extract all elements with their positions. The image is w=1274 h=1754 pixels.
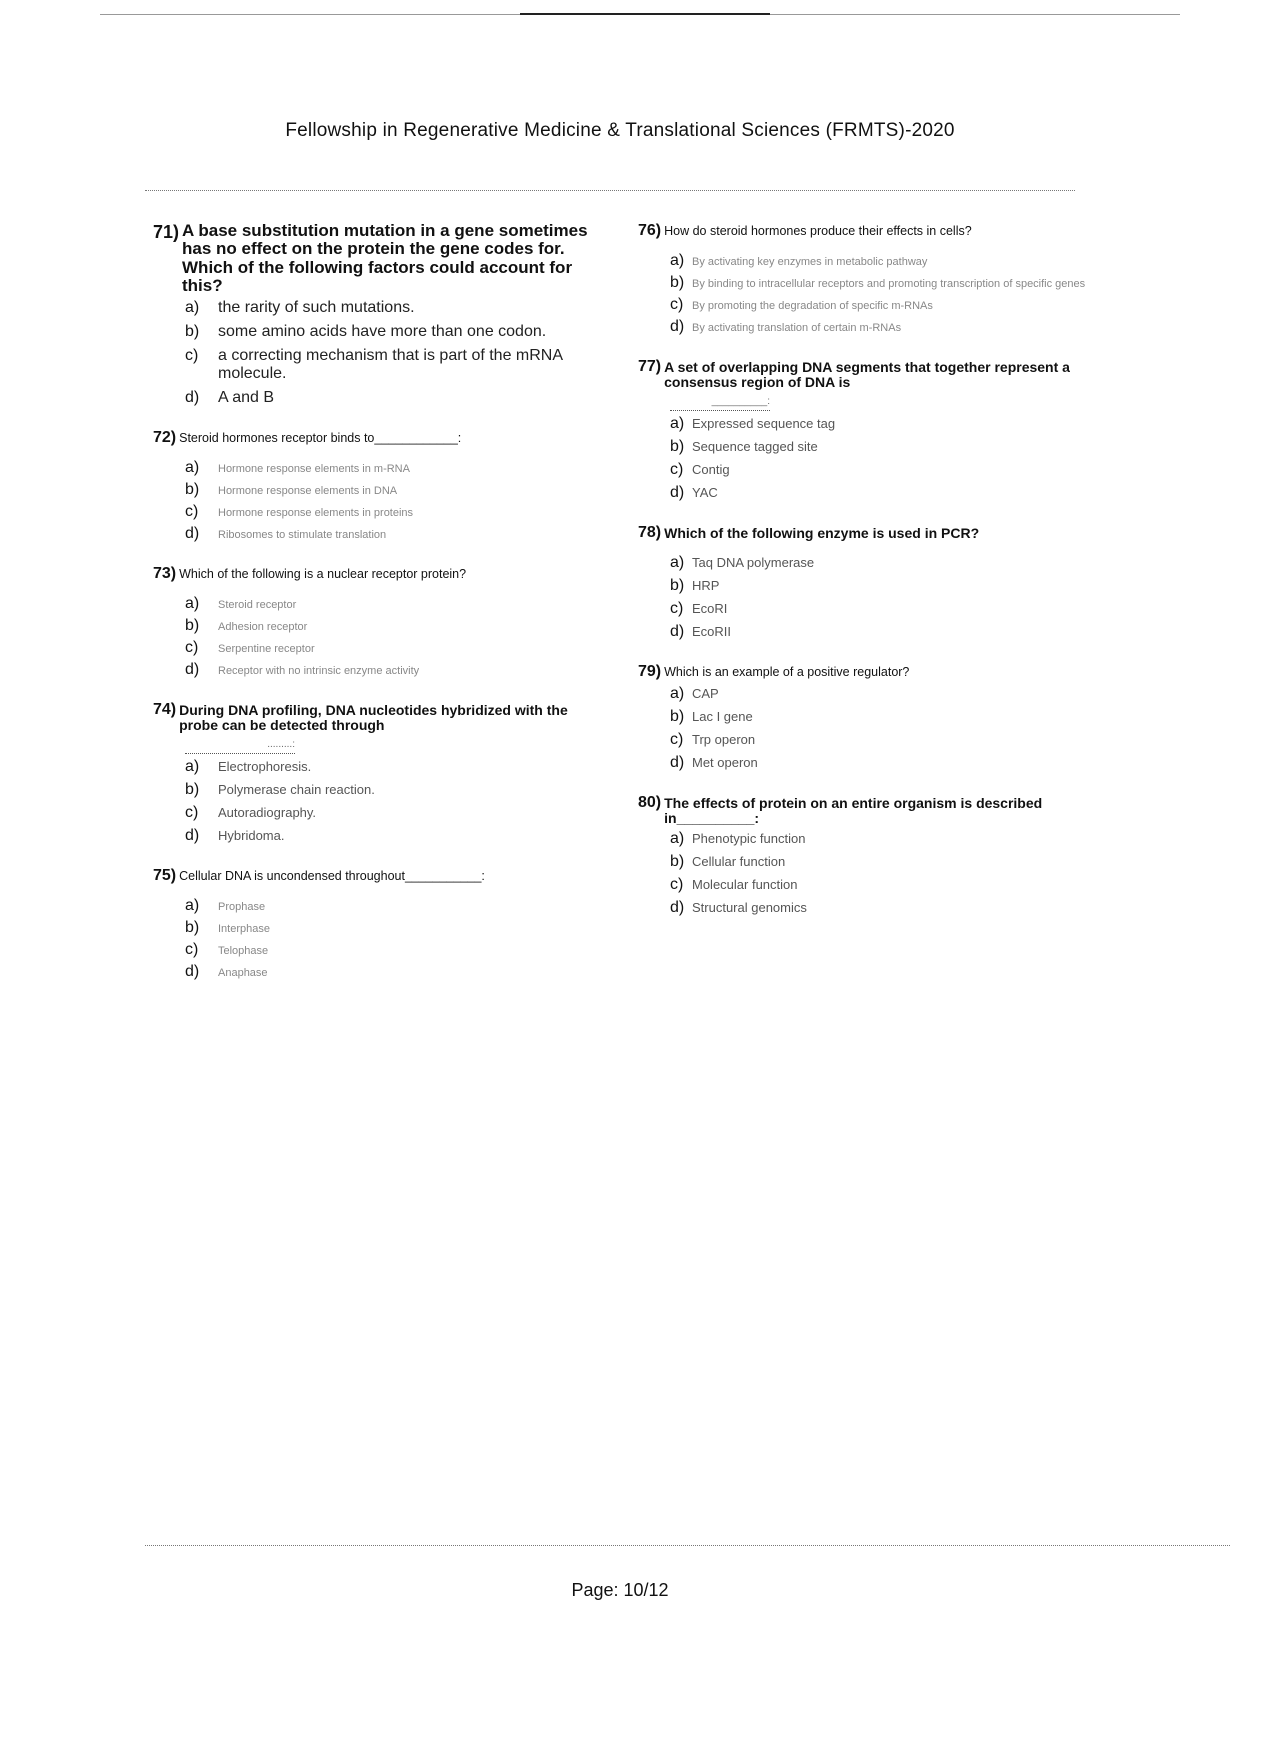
question-number: 71): [153, 222, 180, 242]
option-a: a) CAP: [670, 685, 719, 703]
question-text: Which of the following enzyme is used in PCR?: [664, 525, 980, 542]
option-list: [670, 252, 1088, 336]
option-b: b) Sequence tagged site: [670, 438, 818, 456]
top-rule-thin-right: [770, 14, 1180, 15]
question-72: [153, 429, 593, 543]
question-number: 72): [153, 428, 177, 446]
right-column: [638, 222, 1088, 939]
question-80: [638, 794, 1088, 917]
option-list: [185, 897, 593, 981]
option-list: [185, 595, 593, 679]
question-71: [153, 222, 593, 407]
question-74: [153, 701, 593, 845]
option-d: d) Anaphase: [185, 962, 268, 980]
question-number: 76): [638, 222, 662, 239]
option-d: d) Met operon: [670, 754, 758, 772]
option-c: c) a correcting mechanism that is part of the mRNA molecule.: [185, 347, 563, 383]
option-b: b) Hormone response elements in DNA: [185, 480, 398, 498]
answer-blank: __________:: [670, 396, 770, 411]
question-text: Which of the following is a nuclear receptor protein?: [179, 566, 467, 581]
question-number: 77): [638, 358, 662, 375]
option-c: c) EcoRI: [670, 600, 728, 618]
left-column: [153, 222, 593, 1003]
option-d: d) Ribosomes to stimulate translation: [185, 524, 387, 542]
header-divider: [145, 190, 1075, 191]
question-77: [638, 358, 1088, 502]
top-rule-thin: [100, 14, 520, 15]
option-d: d) Receptor with no intrinsic enzyme activity: [185, 660, 420, 678]
option-c: c) Molecular function: [670, 876, 798, 894]
question-number: 74): [153, 700, 177, 718]
option-d: d) YAC: [670, 484, 718, 502]
option-c: c) Contig: [670, 461, 730, 479]
option-list: [185, 758, 593, 845]
question-text: How do steroid hormones produce their effects in cells?: [664, 224, 972, 238]
question-number: 79): [638, 663, 662, 681]
option-a: a) Prophase: [185, 896, 266, 914]
option-a: a) Electrophoresis.: [185, 757, 312, 775]
question-number: 73): [153, 564, 177, 582]
question-text: Steroid hormones receptor binds to____________:: [179, 430, 462, 445]
option-d: d) By activating translation of certain m-RNAs: [670, 318, 902, 335]
question-text: Cellular DNA is uncondensed throughout___________:: [179, 868, 485, 883]
question-text: The effects of protein on an entire organism is described in__________:: [664, 795, 1043, 827]
question-text: A set of overlapping DNA segments that together represent a consensus region of DNA is: [664, 359, 1070, 391]
document-title: Fellowship in Regenerative Medicine & Translational Sciences (FRMTS)-2020: [285, 120, 955, 141]
footer-divider: [145, 1545, 1230, 1546]
answer-blank: .........:: [185, 739, 295, 754]
option-list: [185, 459, 593, 543]
option-list: [670, 685, 1088, 772]
page-number: Page: 10/12: [571, 1580, 669, 1600]
option-a: a) Phenotypic function: [670, 830, 806, 848]
option-d: d) Hybridoma.: [185, 826, 285, 844]
option-d: d) Structural genomics: [670, 899, 807, 917]
question-75: [153, 867, 593, 981]
option-a: a) the rarity of such mutations.: [185, 299, 415, 317]
option-list: [670, 415, 1088, 502]
option-list: [670, 554, 1088, 641]
question-text: A base substitution mutation in a gene sometimes has no effect on the protein the gene codes for. Which of the following factors could account for this?: [182, 221, 588, 296]
option-c: c) Serpentine receptor: [185, 638, 315, 656]
question-text: During DNA profiling, DNA nucleotides hybridized with the probe can be detected through: [179, 701, 568, 733]
question-number: 78): [638, 524, 662, 542]
question-number: 75): [153, 866, 177, 884]
option-c: c) Trp operon: [670, 731, 756, 749]
option-b: b) Interphase: [185, 918, 270, 936]
question-text: Which is an example of a positive regulator?: [664, 665, 910, 680]
option-b: b) Polymerase chain reaction.: [185, 780, 375, 798]
option-b: b) Lac I gene: [670, 708, 753, 726]
option-a: a) Hormone response elements in m-RNA: [185, 458, 410, 476]
option-b: b) Adhesion receptor: [185, 616, 308, 634]
option-a: a) Taq DNA polymerase: [670, 554, 815, 572]
option-c: c) By promoting the degradation of specific m-RNAs: [670, 296, 933, 313]
option-list: [185, 299, 593, 406]
option-b: b) Cellular function: [670, 853, 786, 871]
question-number: 80): [638, 794, 662, 812]
question-73: [153, 565, 593, 679]
option-c: c) Autoradiography.: [185, 803, 317, 821]
question-78: [638, 524, 1088, 641]
option-c: c) Hormone response elements in proteins: [185, 502, 414, 520]
option-a: a) By activating key enzymes in metabolic pathway: [670, 252, 928, 269]
option-c: c) Telophase: [185, 940, 269, 958]
question-76: [638, 222, 1088, 336]
option-a: a) Expressed sequence tag: [670, 415, 836, 433]
top-rule-bold: [520, 13, 770, 15]
option-list: [670, 830, 1088, 917]
option-a: a) Steroid receptor: [185, 594, 297, 612]
question-79: [638, 663, 1088, 772]
option-d: d) A and B: [185, 388, 275, 406]
option-d: d) EcoRII: [670, 623, 732, 641]
option-b: b) By binding to intracellular receptors and promoting transcription of specific genes: [670, 274, 1086, 291]
option-b: b) HRP: [670, 577, 720, 595]
option-b: b) some amino acids have more than one codon.: [185, 323, 547, 341]
